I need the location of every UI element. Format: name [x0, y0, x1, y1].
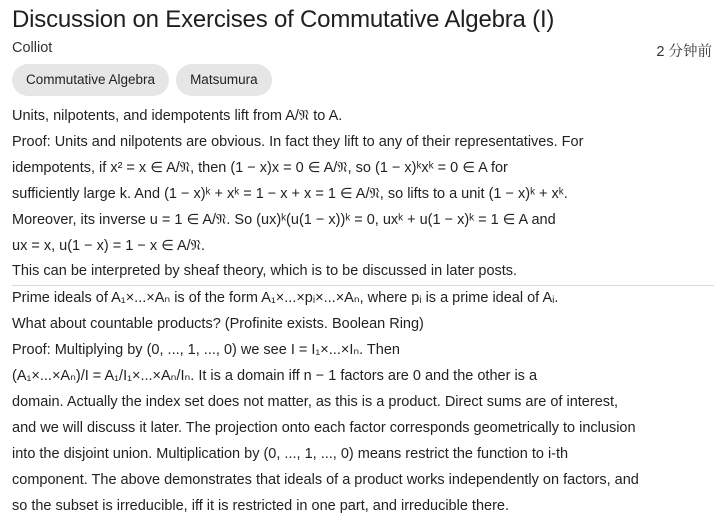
paragraph-line: into the disjoint union. Multiplication by (0, ..., 1, ..., 0) means restrict the function to i-th — [12, 445, 569, 462]
paragraph-line: Proof: Multiplying by (0, ..., 1, ..., 0) we see I = I₁×...×Iₙ. Then — [12, 342, 400, 359]
paragraph-line: ux = x, u(1 − x) = 1 − x ∈ A/𝔑. — [12, 237, 205, 254]
paragraph-line: What about countable products? (Profinite exists. Boolean Ring) — [12, 316, 424, 333]
paragraph-line: idempotents, if x² = x ∈ A/𝔑, then (1 − x)x = 0 ∈ A/𝔑, so (1 − x)ᵏxᵏ = 0 ∈ A for — [12, 159, 508, 176]
author-name[interactable]: Colliot — [12, 40, 53, 56]
paragraph-line: domain. Actually the index set does not matter, as this is a product. Direct sums are of interest, — [12, 393, 619, 410]
paragraph-line: Moreover, its inverse u = 1 ∈ A/𝔑. So (ux)ᵏ(u(1 − x))ᵏ = 0, uxᵏ + u(1 − x)ᵏ = 1 ∈ A and — [12, 211, 556, 228]
paragraph-line: so the subset is irreducible, iff it is restricted in one part, and irreducible there. — [12, 497, 510, 514]
paragraph-line: component. The above demonstrates that ideals of a product works independently on factors, and — [12, 471, 639, 488]
post-body — [12, 104, 714, 520]
post-container — [12, 0, 712, 520]
paragraph-line: Prime ideals of A₁×...×Aₙ is of the form A₁×...×pᵢ×...×Aₙ, where pᵢ is a prime ideal of Aᵢ. — [12, 290, 559, 307]
page-title: Discussion on Exercises of Commutative Algebra (I) — [12, 6, 555, 33]
paragraph-line: and we will discuss it later. The projection onto each factor corresponds geometrically to inclusion — [12, 419, 636, 436]
tag-matsumura[interactable]: Matsumura — [176, 64, 272, 96]
paragraph-line: (A₁×...×Aₙ)/I = A₁/I₁×...×Aₙ/Iₙ. It is a domain iff n − 1 factors are 0 and the other is a — [12, 368, 538, 385]
post-meta — [12, 38, 712, 60]
tag-commutative-algebra[interactable]: Commutative Algebra — [12, 64, 169, 96]
paragraph-line: This can be interpreted by sheaf theory, which is to be discussed in later posts. — [12, 263, 518, 280]
post-timestamp: 2 分钟前 — [656, 44, 712, 60]
paragraph-line: Proof: Units and nilpotents are obvious. In fact they lift to any of their representatives. For — [12, 133, 584, 150]
tag-list — [12, 64, 712, 98]
paragraph-line: sufficiently large k. And (1 − x)ᵏ + xᵏ = 1 − x + x = 1 ∈ A/𝔑, so lifts to a unit (1 − x)ᵏ + xᵏ. — [12, 185, 568, 202]
paragraph-line: Units, nilpotents, and idempotents lift from A/𝔑 to A. — [12, 108, 343, 124]
